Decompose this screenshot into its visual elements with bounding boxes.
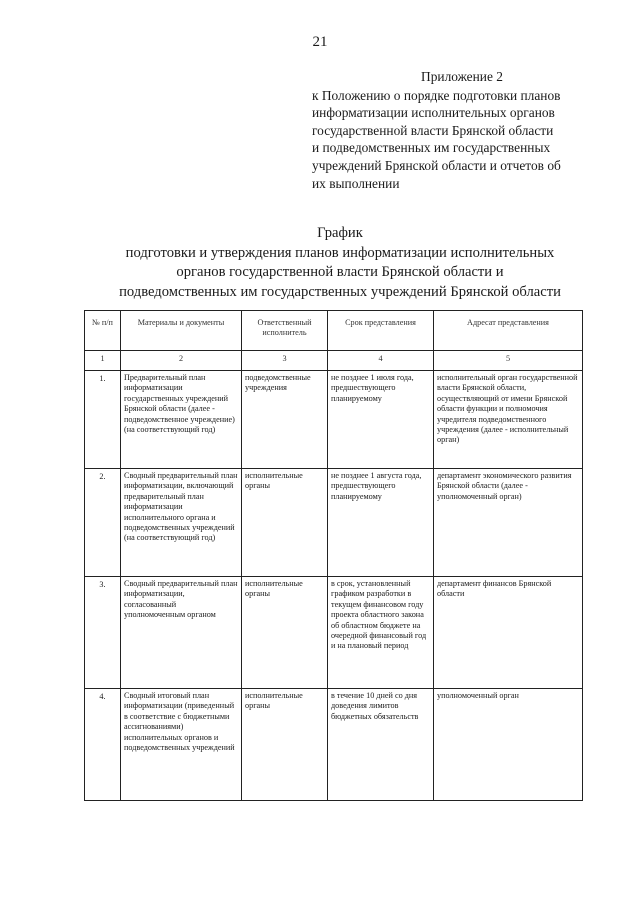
cell-deadline: не позднее 1 августа года, предшествующего планируемому (328, 469, 434, 577)
cell-materials: Сводный предварительный план информатизации, включающий предварительный план информатизации исполнительного органа и подведомственных учреждений (на соответствующий год) (121, 469, 242, 577)
document-heading: График (317, 225, 363, 241)
table-row (85, 469, 583, 577)
page-number: 21 (312, 34, 328, 50)
column-number-row (85, 351, 583, 371)
row-number: 1. (85, 371, 121, 469)
cell-addressee: департамент экономического развития Брянской области (далее - уполномоченный орган) (434, 469, 583, 577)
appendix-title: Приложение 2 (421, 69, 503, 84)
column-number: 1 (85, 351, 121, 371)
cell-materials: Предварительный план информатизации государственных учреждений Брянской области (далее - подведомственное учреждение) (на соответствующий год) (121, 371, 242, 469)
table-row (85, 371, 583, 469)
cell-materials: Сводный итоговый план информатизации (приведенный в соответствие с бюджетными ассигнованиями) исполнительных органов и подведомственных учреждений (121, 689, 242, 801)
cell-executor: исполнительные органы (242, 689, 328, 801)
schedule-table (84, 310, 583, 801)
document-title (60, 224, 620, 302)
cell-deadline: не позднее 1 июля года, предшествующего планируемому (328, 371, 434, 469)
cell-deadline: в течение 10 дней со дня доведения лимитов бюджетных обязательств (328, 689, 434, 801)
document-title-line: органов государственной власти Брянской области и (176, 264, 504, 280)
column-number: 2 (121, 351, 242, 371)
appendix-line: к Положению о порядке подготовки планов (312, 87, 561, 103)
cell-executor: исполнительные органы (242, 469, 328, 577)
document-title-line: подведомственных им государственных учреждений Брянской области (119, 283, 561, 300)
column-header-addressee: Адресат представления (434, 311, 583, 351)
cell-materials: Сводный предварительный план информатизации, согласованный уполномоченным органом (121, 577, 242, 689)
row-number: 3. (85, 577, 121, 689)
cell-addressee: департамент финансов Брянской области (434, 577, 583, 689)
table-header-row (85, 311, 583, 351)
table-row (85, 577, 583, 689)
table-row (85, 689, 583, 801)
document-title-line: подготовки и утверждения планов информатизации исполнительных (125, 244, 555, 261)
column-header-number: № п/п (85, 311, 121, 351)
column-number: 5 (434, 351, 583, 371)
appendix-line: государственной власти Брянской области (312, 122, 554, 138)
cell-deadline: в срок, установленный графиком разработки в текущем финансовом году проекта областного закона об областном бюджете на очередной финансовый год и на плановый период (328, 577, 434, 689)
cell-executor: подведомственные учреждения (242, 371, 328, 469)
cell-addressee: уполномоченный орган (434, 689, 583, 801)
cell-executor: исполнительные органы (242, 577, 328, 689)
cell-addressee: исполнительный орган государственной власти Брянской области, осуществляющий от имени Брянской области функции и полномочия учредителя подведомственного учреждения (далее - исполнительный орган) (434, 371, 583, 469)
column-header-executor: Ответственный исполнитель (242, 311, 328, 351)
appendix-line: информатизации исполнительных органов (312, 105, 555, 121)
appendix-block (312, 68, 612, 192)
appendix-line: их выполнении (312, 175, 400, 191)
column-number: 4 (328, 351, 434, 371)
appendix-line: учреждений Брянской области и отчетов об (312, 157, 561, 173)
row-number: 4. (85, 689, 121, 801)
column-header-materials: Материалы и документы (121, 311, 242, 351)
column-header-deadline: Срок представления (328, 311, 434, 351)
column-number: 3 (242, 351, 328, 371)
appendix-line: и подведомственных им государственных (312, 140, 551, 156)
row-number: 2. (85, 469, 121, 577)
